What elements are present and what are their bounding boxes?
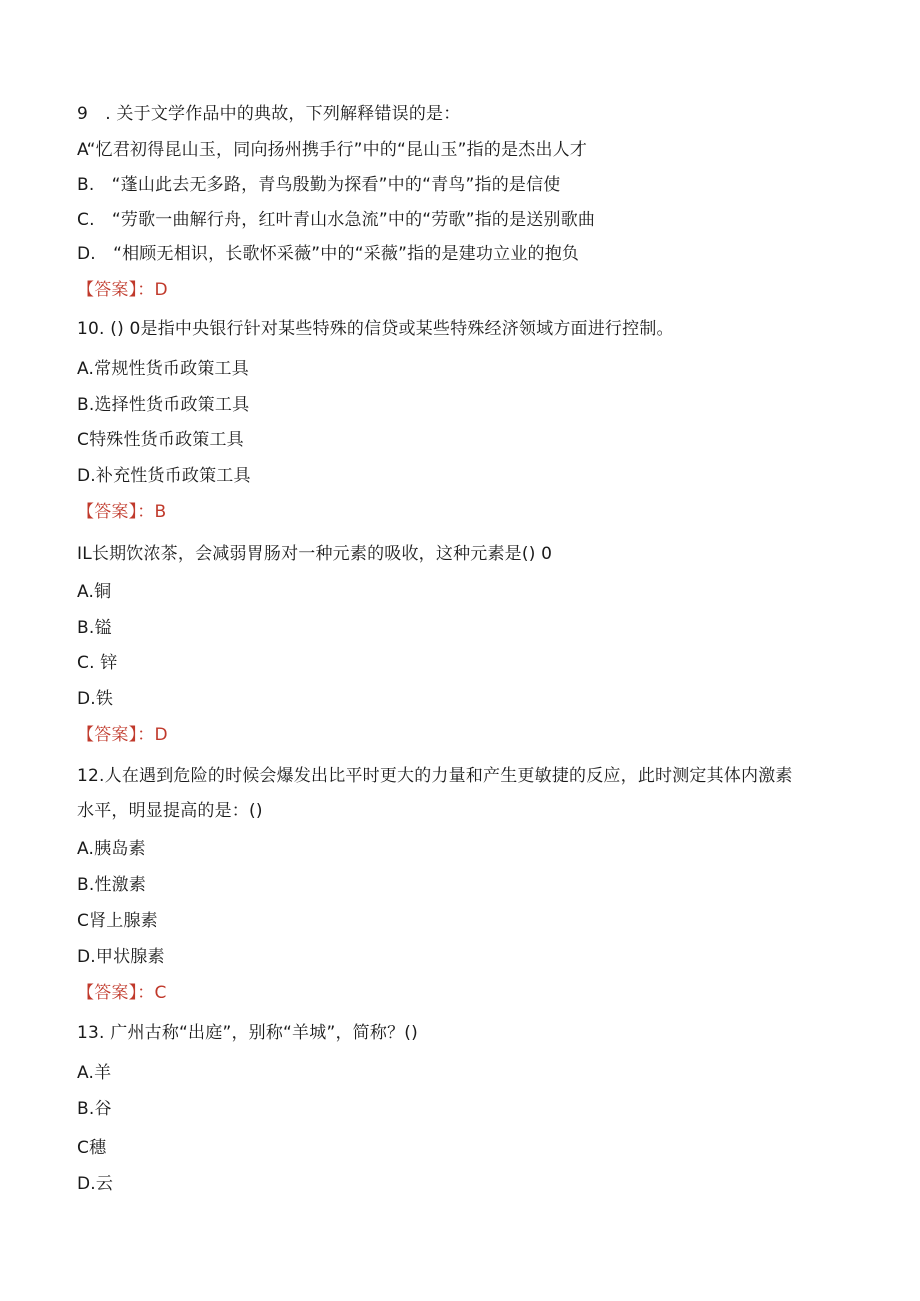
question-11-answer: 【答案】：D (77, 725, 168, 745)
question-10-stem: 10. () 0是指中央银行针对某些特殊的信贷或某些特殊经济领域方面进行控制。 (77, 319, 674, 339)
question-9-option-d: D. “相顾无相识，长歌怀采薇”中的“采薇”指的是建功立业的抱负 (77, 244, 580, 264)
question-12-option-b: B.性激素 (77, 875, 147, 895)
question-12-stem-line-2: 水平，明显提高的是：() (77, 801, 263, 821)
question-12-option-d: D.甲状腺素 (77, 947, 165, 967)
question-9-option-b: B. “蓬山此去无多路，青鸟殷勤为探看”中的“青鸟”指的是信使 (77, 175, 561, 195)
question-13-stem: 13. 广州古称“出庭”，别称“羊城”，简称？() (77, 1023, 418, 1043)
question-9-option-c: C. “劳歌一曲解行舟，红叶青山水急流”中的“劳歌”指的是送别歌曲 (77, 210, 596, 230)
question-13-option-a: A.羊 (77, 1063, 112, 1083)
question-10-answer: 【答案】：B (77, 502, 167, 522)
question-10-option-c: C特殊性货币政策工具 (77, 430, 244, 450)
question-10-option-b: B.选择性货币政策工具 (77, 395, 250, 415)
question-9-option-a: A“忆君初得昆山玉，同向扬州携手行”中的“昆山玉”指的是杰出人才 (77, 140, 588, 160)
question-11-option-c: C. 锌 (77, 653, 118, 673)
question-9-answer: 【答案】：D (77, 280, 168, 300)
question-13-option-c: C穗 (77, 1138, 107, 1158)
question-13-option-d: D.云 (77, 1174, 114, 1194)
question-11-option-a: A.铜 (77, 582, 112, 602)
question-13-option-b: B.谷 (77, 1099, 112, 1119)
question-11-option-d: D.铁 (77, 689, 114, 709)
question-12-answer: 【答案】：C (77, 983, 167, 1003)
question-11-option-b: B.镒 (77, 618, 112, 638)
question-10-option-a: A.常规性货币政策工具 (77, 359, 249, 379)
question-9-stem: 9 . 关于文学作品中的典故，下列解释错误的是： (77, 104, 461, 124)
question-10-option-d: D.补充性货币政策工具 (77, 466, 251, 486)
question-12-option-c: C肾上腺素 (77, 911, 158, 931)
question-11-stem: IL长期饮浓茶，会减弱胃肠对一种元素的吸收，这种元素是() 0 (77, 544, 553, 564)
question-12-stem-line-1: 12.人在遇到危险的时候会爆发出比平时更大的力量和产生更敏捷的反应，此时测定其体内激素 (77, 766, 793, 786)
question-12-option-a: A.胰岛素 (77, 839, 146, 859)
